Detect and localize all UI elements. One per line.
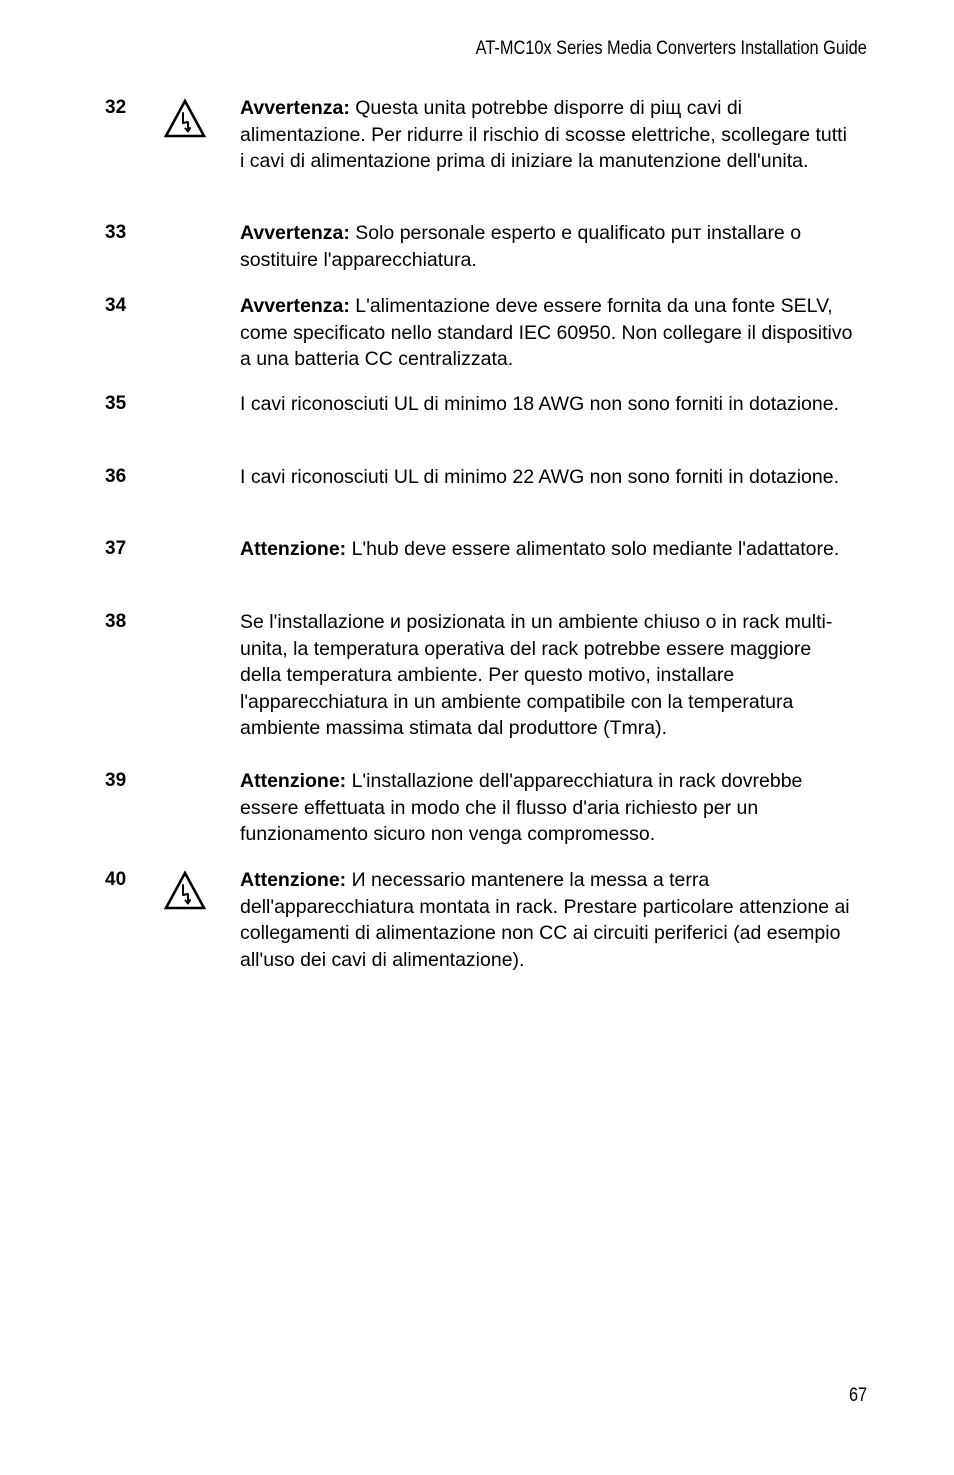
entry-item (0, 95, 954, 175)
entry-body: Se l'installazione и posizionata in un ambiente chiuso o in rack multi-unita, la temperatura operativa del rack potrebbe essere maggiore della temperatura ambiente. Per questo motivo, installare l'apparecchiatura in un ambiente compatibile con la temperatura ambiente massima stimata dal produttore (Tmra). (240, 611, 833, 739)
entry-item (0, 464, 954, 491)
entry-text (240, 536, 855, 563)
entry-text (240, 391, 855, 418)
entry-text (240, 95, 855, 175)
entry-number: 39 (105, 770, 127, 791)
entry-text (240, 464, 855, 491)
entry-text (240, 867, 855, 973)
entry-label: Attenzione: (240, 869, 347, 891)
entry-item (0, 391, 954, 418)
entry-body: И necessario mantenere la messa a terra dell'apparecchiatura montata in rack. Prestare particolare attenzione ai collegamenti di alimentazione non CC ai circuiti periferici (ad esempio all'uso dei cavi di alimentazione). (240, 869, 856, 971)
entry-text (240, 768, 855, 848)
entry-item (0, 220, 954, 273)
entry-item (0, 768, 954, 848)
entry-text (240, 220, 855, 273)
entry-item (0, 867, 954, 973)
entry-body: L'installazione dell'apparecchiatura in rack dovrebbe essere effettuata in modo che il flusso d'aria richiesto per un funzionamento sicuro non venga compromesso. (240, 770, 808, 845)
entry-number: 38 (105, 611, 127, 632)
electrical-hazard-icon (163, 870, 207, 912)
entry-body: Questa unita potrebbe disporre di piщ cavi di alimentazione. Per ridurre il rischio di scosse elettriche, scollegare tutti i cavi di alimentazione prima di iniziare la manutenzione dell'unita. (240, 97, 853, 172)
entry-label: Avvertenza: (240, 295, 350, 317)
page-header-title: AT-MC10x Series Media Converters Installation Guide (475, 38, 867, 59)
entry-body: L'hub deve essere alimentato solo mediante l'adattatore. (346, 538, 840, 560)
entry-label: Attenzione: (240, 770, 347, 792)
entry-item (0, 536, 954, 563)
entry-body: Solo personale esperto e qualificato puт installare o sostituire l'apparecchiatura. (240, 222, 807, 271)
entry-text (240, 293, 858, 373)
entry-text (240, 609, 855, 742)
entry-number: 33 (105, 222, 127, 243)
entry-number: 36 (105, 466, 127, 487)
entry-number: 34 (105, 295, 127, 316)
entry-body: L'alimentazione deve essere fornita da una fonte SELV, come specificato nello standard IEC 60950. Non collegare il dispositivo a una batteria CC centralizzata. (240, 295, 858, 370)
entry-body: I cavi riconosciuti UL di minimo 18 AWG non sono forniti in dotazione. (240, 393, 840, 415)
entry-label: Avvertenza: (240, 222, 350, 244)
entry-number: 37 (105, 538, 127, 559)
entry-number: 32 (105, 97, 127, 118)
entry-number: 35 (105, 393, 127, 414)
entry-body: I cavi riconosciuti UL di minimo 22 AWG non sono forniti in dotazione. (240, 466, 840, 488)
electrical-hazard-icon (163, 98, 207, 140)
entry-item (0, 293, 954, 373)
entry-item (0, 609, 954, 742)
page-number: 67 (848, 1385, 867, 1406)
entry-label: Avvertenza: (240, 97, 350, 119)
entry-label: Attenzione: (240, 538, 347, 560)
entry-number: 40 (105, 869, 127, 890)
